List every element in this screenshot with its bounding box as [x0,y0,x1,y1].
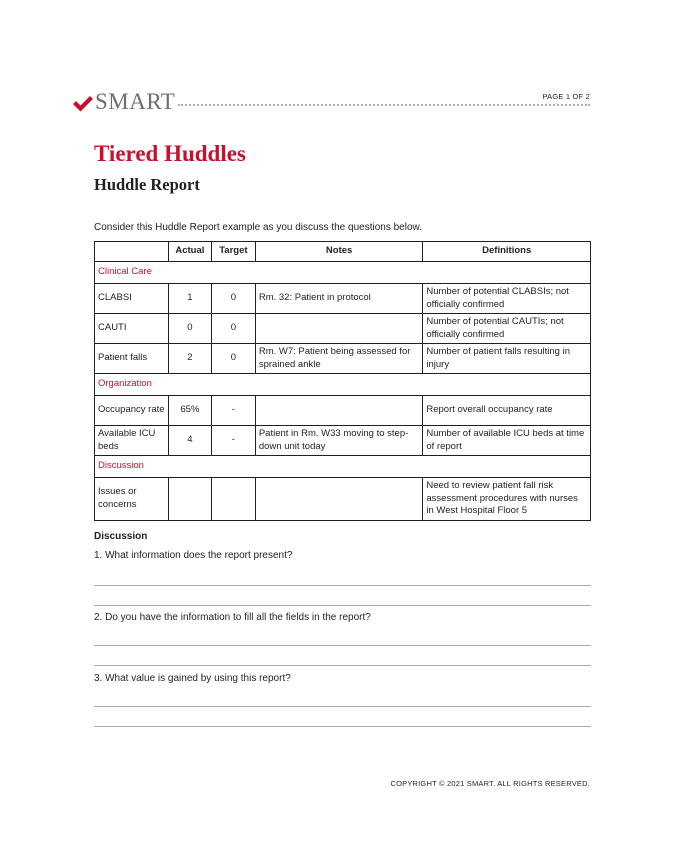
target-value: 0 [211,314,255,344]
table-row [95,478,591,521]
page-number: PAGE 1 OF 2 [542,92,590,101]
actual-value: 65% [168,396,211,426]
question-2: 2. Do you have the information to fill all the fields in the report? [94,612,371,623]
section-row [95,456,591,478]
answer-line[interactable] [94,665,591,666]
section-row [95,374,591,396]
question-3: 3. What value is gained by using this report? [94,673,291,684]
actual-value: 0 [168,314,211,344]
notes-cell [255,314,423,344]
metric-label: Patient falls [95,344,169,374]
actual-value [168,478,211,521]
table-row [95,396,591,426]
table-row [95,344,591,374]
table-row [95,284,591,314]
discussion-heading: Discussion [94,531,148,542]
answer-line[interactable] [94,706,591,707]
metric-label: Available ICU beds [95,426,169,456]
answer-line[interactable] [94,645,591,646]
page-subtitle: Huddle Report [94,175,200,194]
notes-cell: Rm. 32: Patient in protocol [255,284,423,314]
notes-cell [255,478,423,521]
column-header: Notes [255,242,423,262]
notes-cell [255,396,423,426]
section-title: Discussion [95,456,591,478]
actual-value: 2 [168,344,211,374]
target-value [211,478,255,521]
intro-text: Consider this Huddle Report example as you discuss the questions below. [94,222,422,233]
definition-cell: Report overall occupancy rate [423,396,591,426]
question-1: 1. What information does the report present? [94,550,293,561]
actual-value: 4 [168,426,211,456]
logo-text: SMART [95,89,176,114]
section-title: Organization [95,374,591,396]
definition-cell: Number of available ICU beds at time of report [423,426,591,456]
definition-cell: Number of potential CAUTIs; not officially confirmed [423,314,591,344]
table-header-row [95,242,591,262]
table-row [95,314,591,344]
table-row [95,426,591,456]
definition-cell: Number of patient falls resulting in injury [423,344,591,374]
target-value: - [211,426,255,456]
notes-cell: Rm. W7: Patient being assessed for sprained ankle [255,344,423,374]
metric-label: Occupancy rate [95,396,169,426]
column-header [95,242,169,262]
column-header: Actual [168,242,211,262]
answer-line[interactable] [94,605,591,606]
page-title: Tiered Huddles [94,141,246,166]
metric-label: CAUTI [95,314,169,344]
answer-line[interactable] [94,726,591,727]
section-row [95,262,591,284]
metric-label: Issues or concerns [95,478,169,521]
metric-label: CLABSI [95,284,169,314]
copyright-footer: COPYRIGHT © 2021 SMART. ALL RIGHTS RESERVED. [390,779,590,788]
section-title: Clinical Care [95,262,591,284]
target-value: - [211,396,255,426]
notes-cell: Patient in Rm. W33 moving to step-down unit today [255,426,423,456]
smart-logo [72,89,175,113]
header-divider [178,104,590,106]
checkmark-icon [72,95,94,113]
actual-value: 1 [168,284,211,314]
answer-line[interactable] [94,585,591,586]
huddle-report-table [94,241,591,521]
column-header: Target [211,242,255,262]
definition-cell: Number of potential CLABSIs; not officially confirmed [423,284,591,314]
target-value: 0 [211,344,255,374]
definition-cell: Need to review patient fall risk assessment procedures with nurses in West Hospital Floor 5 [423,478,591,521]
target-value: 0 [211,284,255,314]
column-header: Definitions [423,242,591,262]
